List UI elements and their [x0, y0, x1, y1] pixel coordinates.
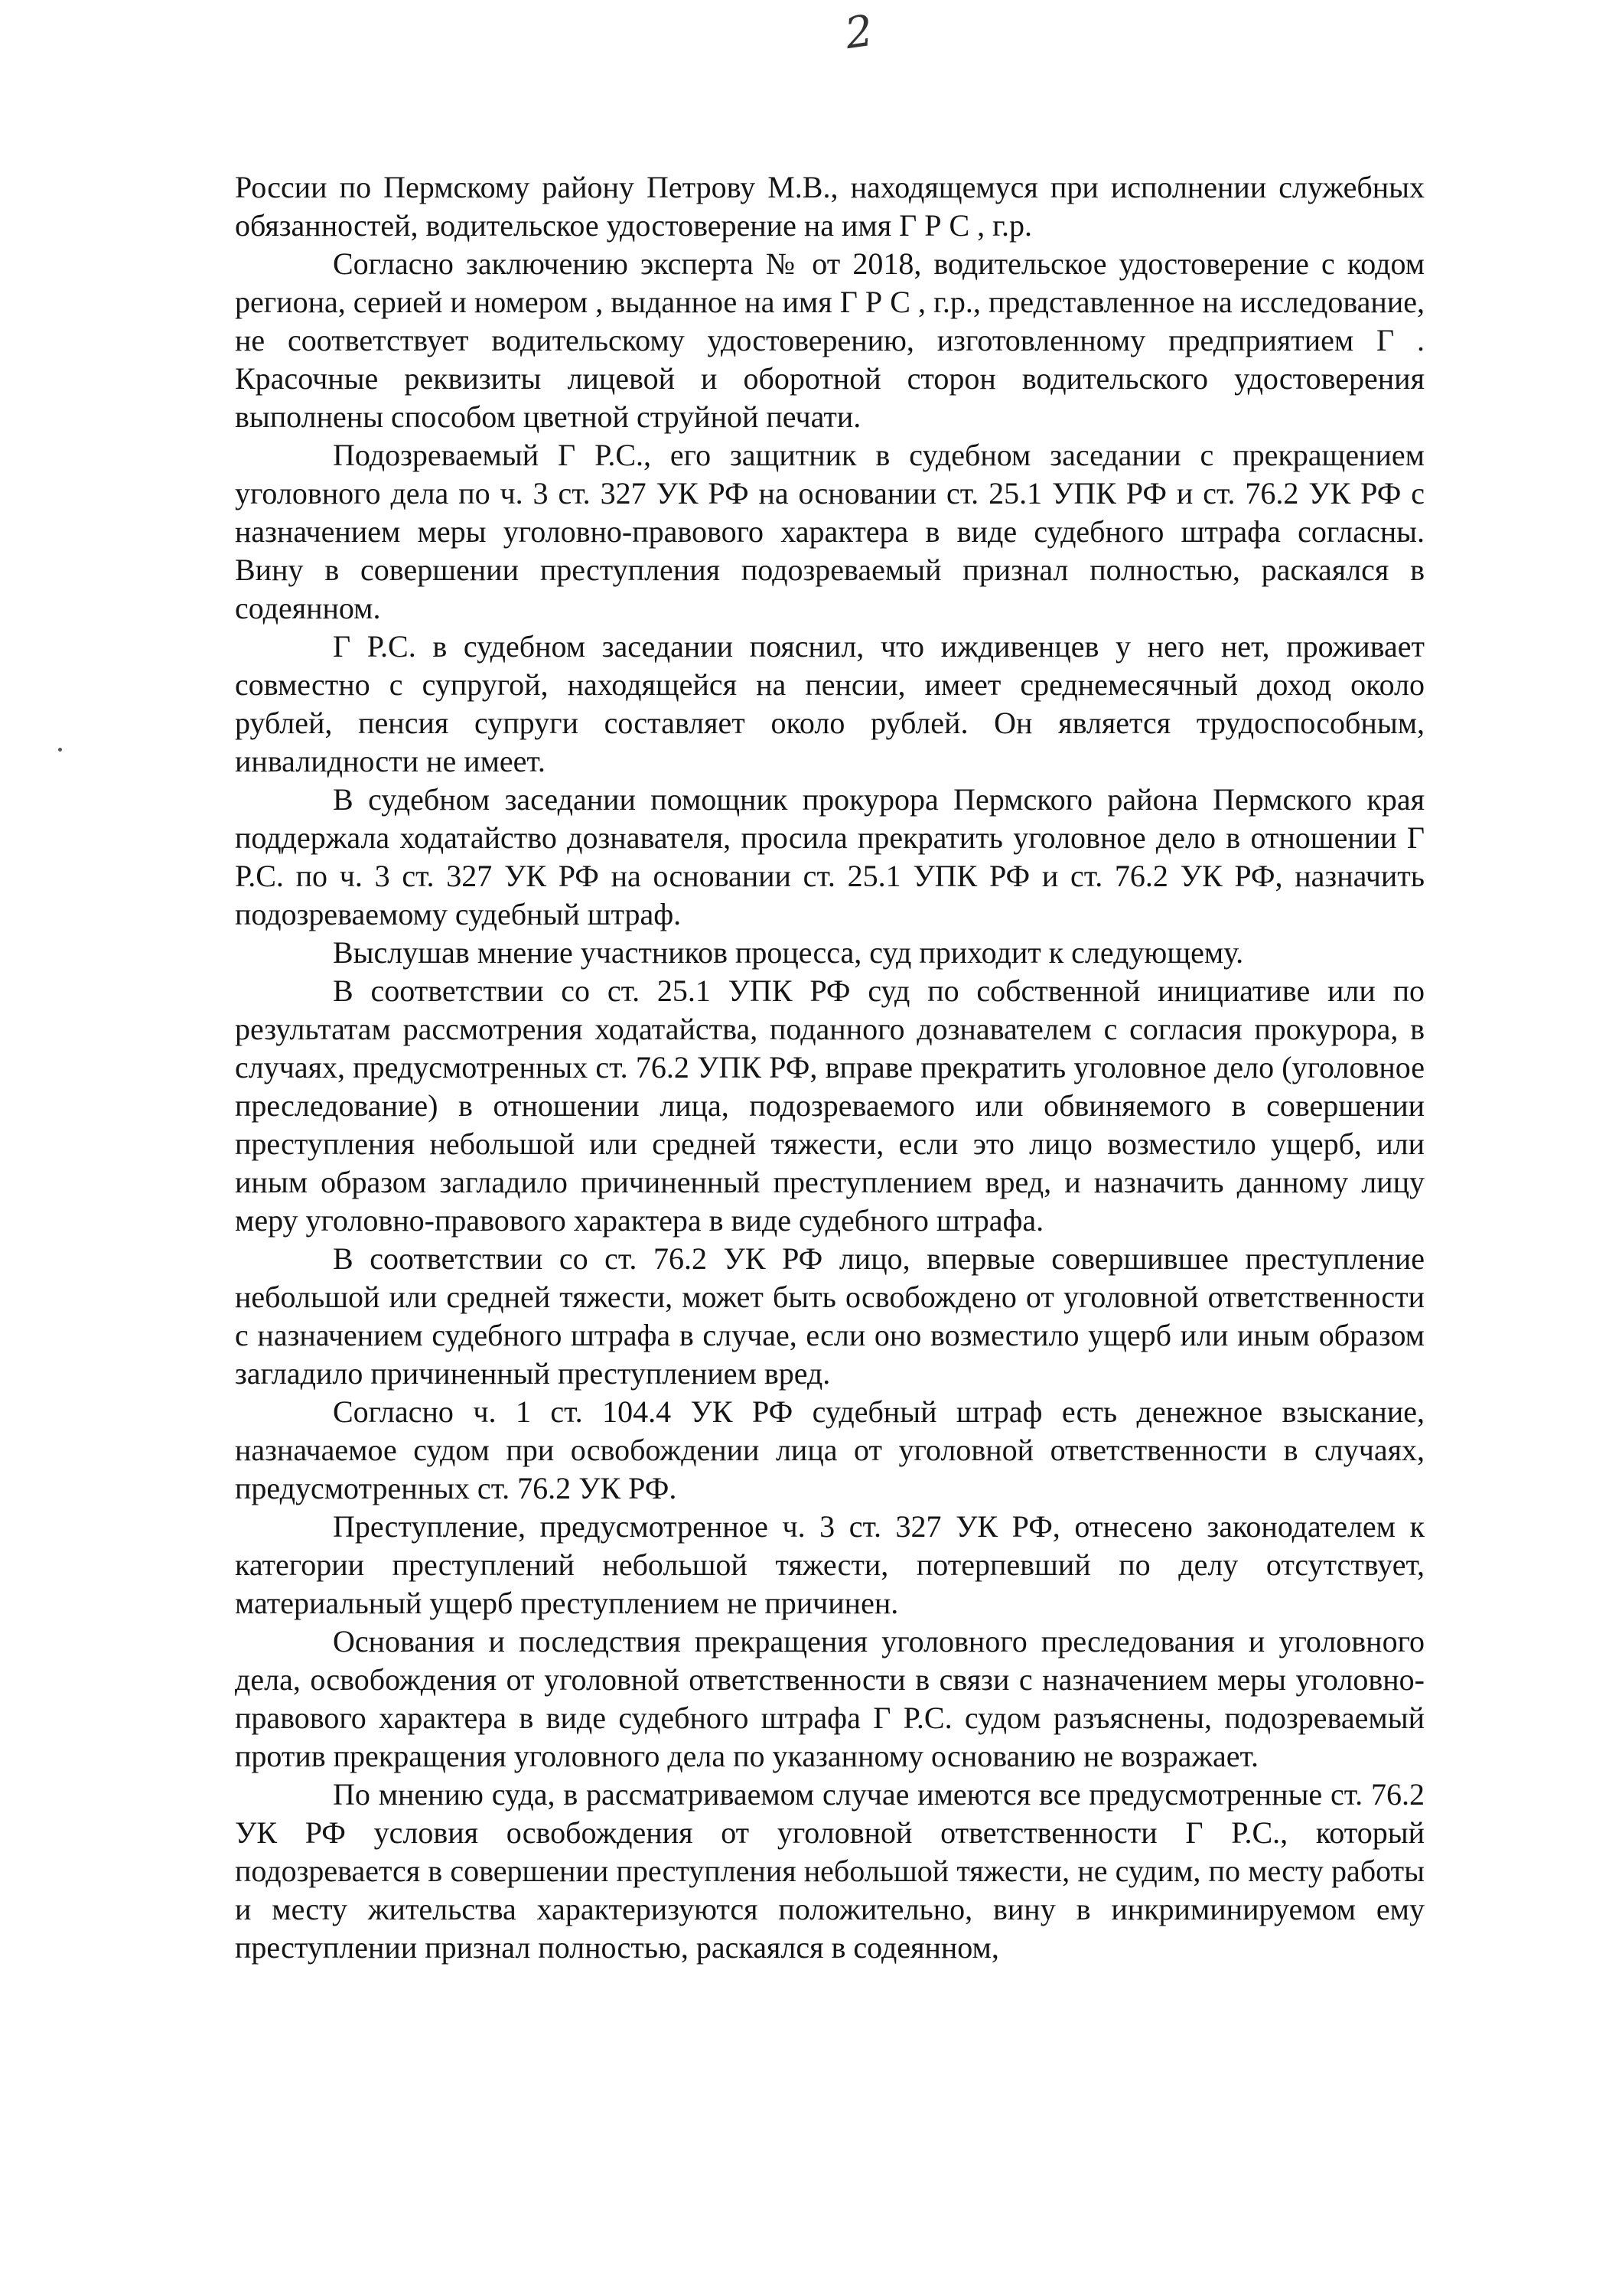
paragraph-continuation: России по Пермскому району Петрову М.В., находящемуся при исполнении служебных обязанностей, водительское удостоверение на имя Г Р С , г.р. — [235, 170, 1425, 243]
paragraph-offense-category: Преступление, предусмотренное ч. 3 ст. 327 УК РФ, отнесено законодателем к категории преступлений небольшой тяжести, потерпевший по делу отсутствует, материальный ущерб преступлением не причинен. — [235, 1509, 1425, 1620]
paragraph-upk-25-1: В соответствии со ст. 25.1 УПК РФ суд по собственной инициативе или по результатам рассмотрения ходатайства, поданного дознавателем с согласия прокурора, в случаях, предусмотренных ст. 76.2 УПК РФ, вправе прекратить уголовное дело (уголовное преследование) в отношении лица, подозреваемого или обвиняемого в совершении преступления небольшой или средней тяжести, если это лицо возместило ущерб, или иным образом загладило причиненный преступлением вред, и назначить данному лицу меру уголовно-правового характера в виде судебного штрафа. — [235, 974, 1425, 1238]
paragraph-suspect-income: Г Р.С. в судебном заседании пояснил, что иждивенцев у него нет, проживает совместно с супругой, находящейся на пенсии, имеет среднемесячный доход около рублей, пенсия супруги составляет около рублей. Он является трудоспособным, инвалидности не имеет. — [235, 629, 1425, 778]
paragraph-court-opinion: По мнению суда, в рассматриваемом случае имеются все предусмотренные ст. 76.2 УК РФ условия освобождения от уголовной ответственности Г Р.С., который подозревается в совершении преступления небольшой тяжести, не судим, по месту работы и месту жительства характеризуются положительно, вину в инкриминируемом ему преступлении признал полностью, раскаялся в содеянном, — [235, 1777, 1425, 1965]
paragraph-consequences-explained: Основания и последствия прекращения уголовного преследования и уголовного дела, освобождения от уголовной ответственности в связи с назначением меры уголовно-правового характера в виде судебного штрафа Г Р.С. судом разъяснены, подозреваемый против прекращения уголовного дела по указанному основанию не возражает. — [235, 1624, 1425, 1773]
document-body — [235, 168, 1425, 1967]
handwritten-page-number: 2 — [842, 5, 876, 60]
scan-speck — [58, 748, 62, 752]
paragraph-court-transition: Выслушав мнение участников процесса, суд приходит к следующему. — [333, 935, 1244, 970]
paragraph-uk-104-4: Согласно ч. 1 ст. 104.4 УК РФ судебный штраф есть денежное взыскание, назначаемое судом при освобождении лица от уголовной ответственности в случаях, предусмотренных ст. 76.2 УК РФ. — [235, 1394, 1425, 1505]
paragraph-uk-76-2: В соответствии со ст. 76.2 УК РФ лицо, впервые совершившее преступление небольшой или средней тяжести, может быть освобождено от уголовной ответственности с назначением судебного штрафа в случае, если оно возместило ущерб или иным образом загладило причиненный преступлением вред. — [235, 1241, 1425, 1391]
paragraph-suspect-consent: Подозреваемый Г Р.С., его защитник в судебном заседании с прекращением уголовного дела по ч. 3 ст. 327 УК РФ на основании ст. 25.1 УПК РФ и ст. 76.2 УК РФ с назначением меры уголовно-правового характера в виде судебного штрафа согласны. Вину в совершении преступления подозреваемый признал полностью, раскаялся в содеянном. — [235, 438, 1425, 625]
paragraph-prosecutor-position: В судебном заседании помощник прокурора Пермского района Пермского края поддержала ходатайство дознавателя, просила прекратить уголовное дело в отношении Г Р.С. по ч. 3 ст. 327 УК РФ на основании ст. 25.1 УПК РФ и ст. 76.2 УК РФ, назначить подозреваемому судебный штраф. — [235, 782, 1425, 931]
paragraph-expert-conclusion: Согласно заключению эксперта № от 2018, водительское удостоверение с кодом региона, серией и номером , выданное на имя Г Р С , г.р., представленное на исследование, не соответствует водительскому удостоверению, изготовленному предприятием Г . Красочные реквизиты лицевой и оборотной сторон водительского удостоверения выполнены способом цветной струйной печати. — [235, 246, 1425, 434]
